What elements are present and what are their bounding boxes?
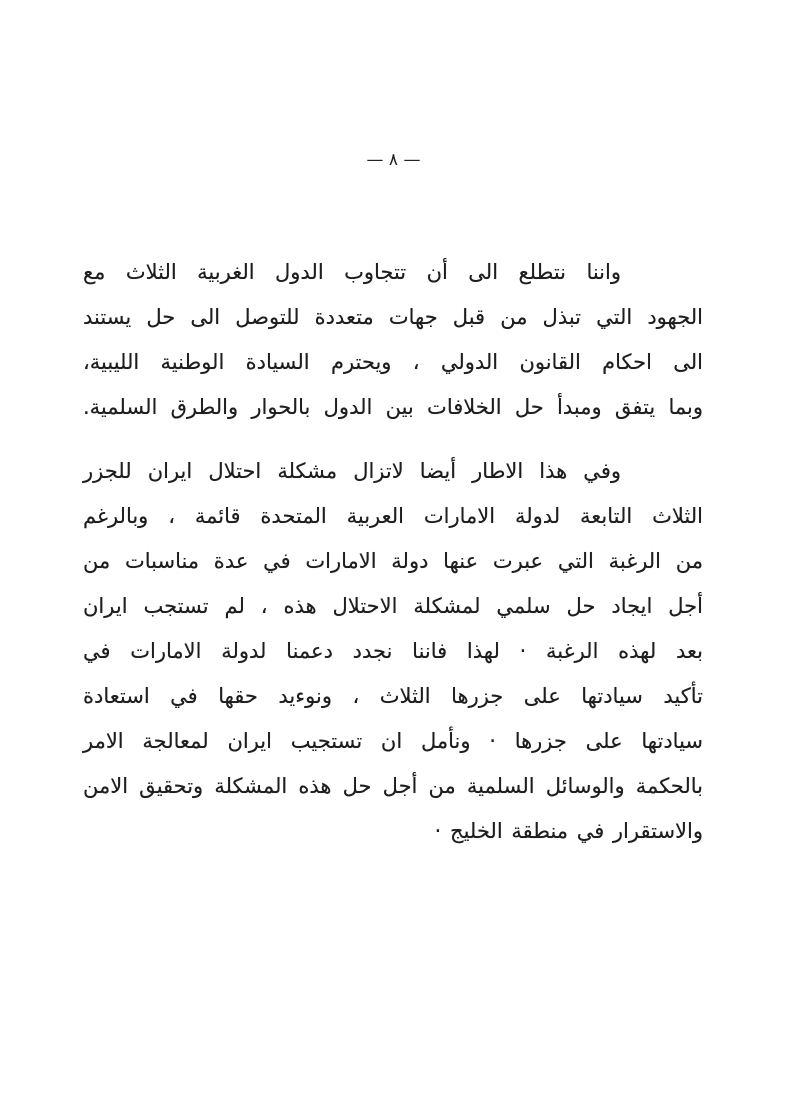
- text-line: الى احكام القانون الدولي ، ويحترم السيادة الوطنية الليبية،: [83, 350, 703, 374]
- text-line: من الرغبة التي عبرت عنها دولة الامارات في عدة مناسبات من: [83, 549, 703, 573]
- page-number: — ٨ —: [366, 150, 421, 170]
- text-line: بالحكمة والوسائل السلمية من أجل حل هذه المشكلة وتحقيق الامن: [83, 774, 703, 798]
- text-line: الثلاث التابعة لدولة الامارات العربية المتحدة قائمة ، وبالرغم: [83, 504, 703, 528]
- text-line: والاستقرار في منطقة الخليج ·: [434, 819, 703, 843]
- text-line: تأكيد سيادتها على جزرها الثلاث ، ونوءيد حقها في استعادة: [83, 684, 703, 708]
- text-line: أجل ايجاد حل سلمي لمشكلة الاحتلال هذه ، لم تستجب ايران: [83, 594, 703, 618]
- text-line: الجهود التي تبذل من قبل جهات متعددة للتوصل الى حل يستند: [83, 305, 703, 329]
- text-line: سيادتها على جزرها · ونأمل ان تستجيب ايران لمعالجة الامر: [83, 729, 703, 753]
- text-line: بعد لهذه الرغبة · لهذا فاننا نجدد دعمنا لدولة الامارات في: [83, 639, 703, 663]
- text-block: [83, 250, 703, 854]
- paragraph-2: [83, 449, 703, 854]
- text-line: واننا نتطلع الى أن تتجاوب الدول الغربية الثلاث مع: [83, 260, 621, 284]
- paragraph-1: [83, 250, 703, 430]
- text-line: وفي هذا الاطار أيضا لاتزال مشكلة احتلال ايران للجزر: [83, 459, 621, 483]
- text-line: وبما يتفق ومبدأ حل الخلافات بين الدول بالحوار والطرق السلمية.: [83, 395, 703, 419]
